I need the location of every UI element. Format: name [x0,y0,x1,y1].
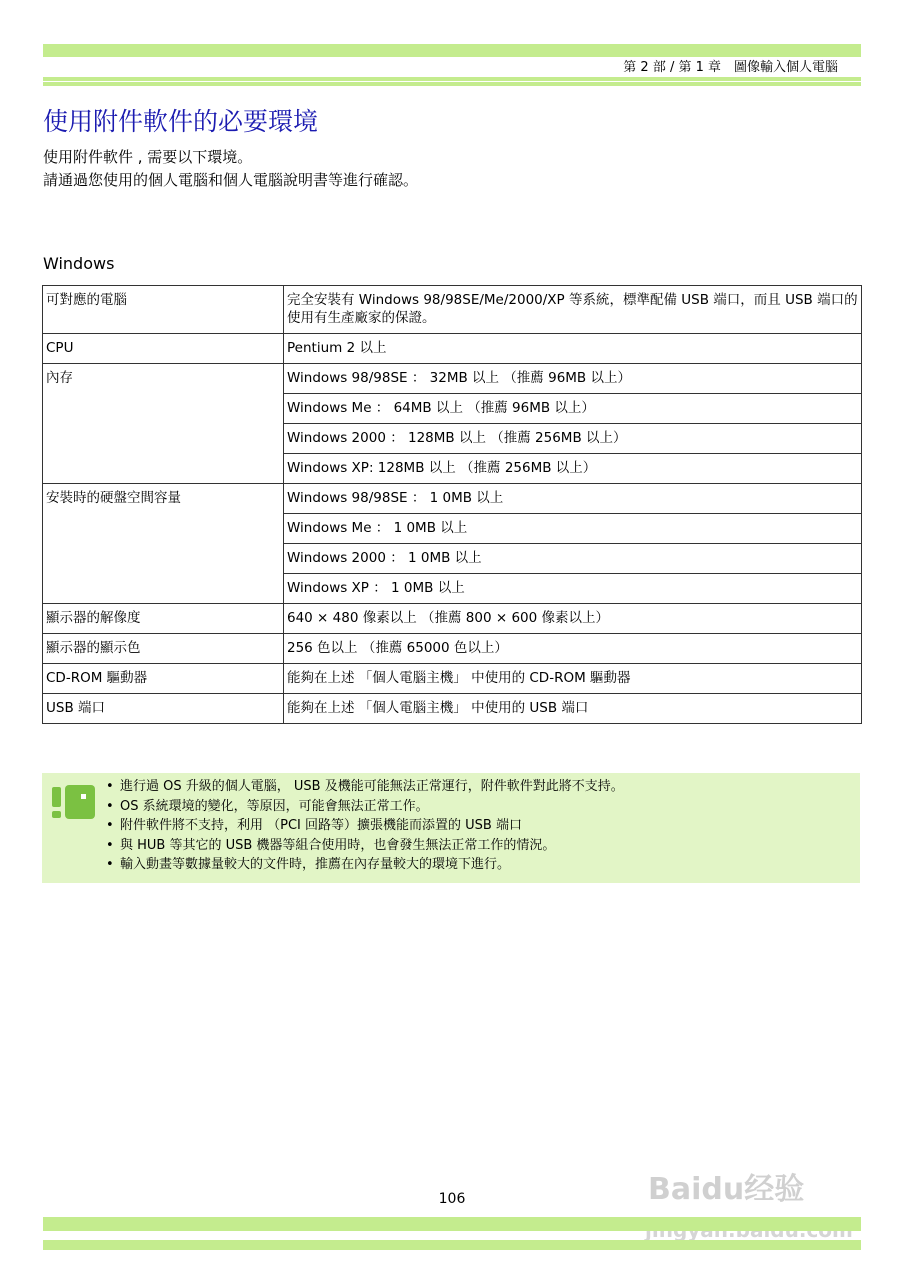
row-value: Windows 2000 ： 1 0MB 以上 [284,544,862,574]
table-row [43,484,862,514]
page-title: 使用附件軟件的必要環境 [43,107,319,136]
table-row [43,694,862,724]
list-item: • 輸入動畫等數據量較大的文件時，推薦在內存量較大的環境下進行。 [104,855,624,875]
row-value: 能夠在上述 「個人電腦主機」 中使用的 USB 端口 [284,694,862,724]
header-bar-top [43,44,861,57]
table-row [43,334,862,364]
chapter-breadcrumb: 第 2 部 / 第 1 章 圖像輸入個人電腦 [623,60,838,75]
page-number: 106 [438,1191,466,1207]
row-value: 640 × 480 像素以上 （推薦 800 × 600 像素以上） [284,604,862,634]
notice-list [104,777,624,875]
table-row [43,634,862,664]
row-value: Pentium 2 以上 [284,334,862,364]
row-label: CD-ROM 驅動器 [43,664,284,694]
notice-box [42,773,860,883]
footer-bar-top [43,1217,861,1231]
row-value: Windows Me ： 1 0MB 以上 [284,514,862,544]
row-value: 256 色以上 （推薦 65000 色以上） [284,634,862,664]
row-value: 完全安裝有 Windows 98/98SE/Me/2000/XP 等系統，標準配備 USB 端口，而且 USB 端口的使用有生產廠家的保證。 [284,286,862,334]
row-value: Windows 98/98SE ： 1 0MB 以上 [284,484,862,514]
row-label: 安裝時的硬盤空間容量 [43,484,284,604]
row-label: 可對應的電腦 [43,286,284,334]
row-value: 能夠在上述 「個人電腦主機」 中使用的 CD-ROM 驅動器 [284,664,862,694]
list-item: • 附件軟件將不支持，利用 （PCI 回路等）擴張機能而添置的 USB 端口 [104,816,624,836]
notice-icon [50,783,96,825]
row-label: USB 端口 [43,694,284,724]
row-value: Windows 98/98SE ： 32MB 以上 （推薦 96MB 以上） [284,364,862,394]
section-label-windows: Windows [43,254,115,273]
table-row [43,604,862,634]
row-label: 內存 [43,364,284,484]
row-value: Windows 2000 ： 128MB 以上 （推薦 256MB 以上） [284,424,862,454]
row-label: CPU [43,334,284,364]
list-item: • 進行過 OS 升級的個人電腦， USB 及機能可能無法正常運行，附件軟件對此將不支持。 [104,777,624,797]
header-bar-middle [43,77,861,81]
requirements-table [42,285,862,724]
row-value: Windows XP: 128MB 以上 （推薦 256MB 以上） [284,454,862,484]
intro-text [43,146,418,192]
row-label: 顯示器的解像度 [43,604,284,634]
footer-bar-bottom [43,1240,861,1250]
row-value: Windows XP ： 1 0MB 以上 [284,574,862,604]
row-value: Windows Me ： 64MB 以上 （推薦 96MB 以上） [284,394,862,424]
list-item: • 與 HUB 等其它的 USB 機器等組合使用時，也會發生無法正常工作的情況。 [104,836,624,856]
intro-line: 使用附件軟件 , 需要以下環境。 [43,148,253,166]
header-bar-bottom [43,82,861,86]
table-row [43,286,862,334]
table-row [43,364,862,394]
table-row [43,664,862,694]
list-item: • OS 系統環境的變化，等原因，可能會無法正常工作。 [104,797,624,817]
row-label: 顯示器的顯示色 [43,634,284,664]
watermark-logo: Baidu经验 [648,1172,805,1207]
intro-line: 請通過您使用的個人電腦和個人電腦說明書等進行確認。 [43,171,419,189]
